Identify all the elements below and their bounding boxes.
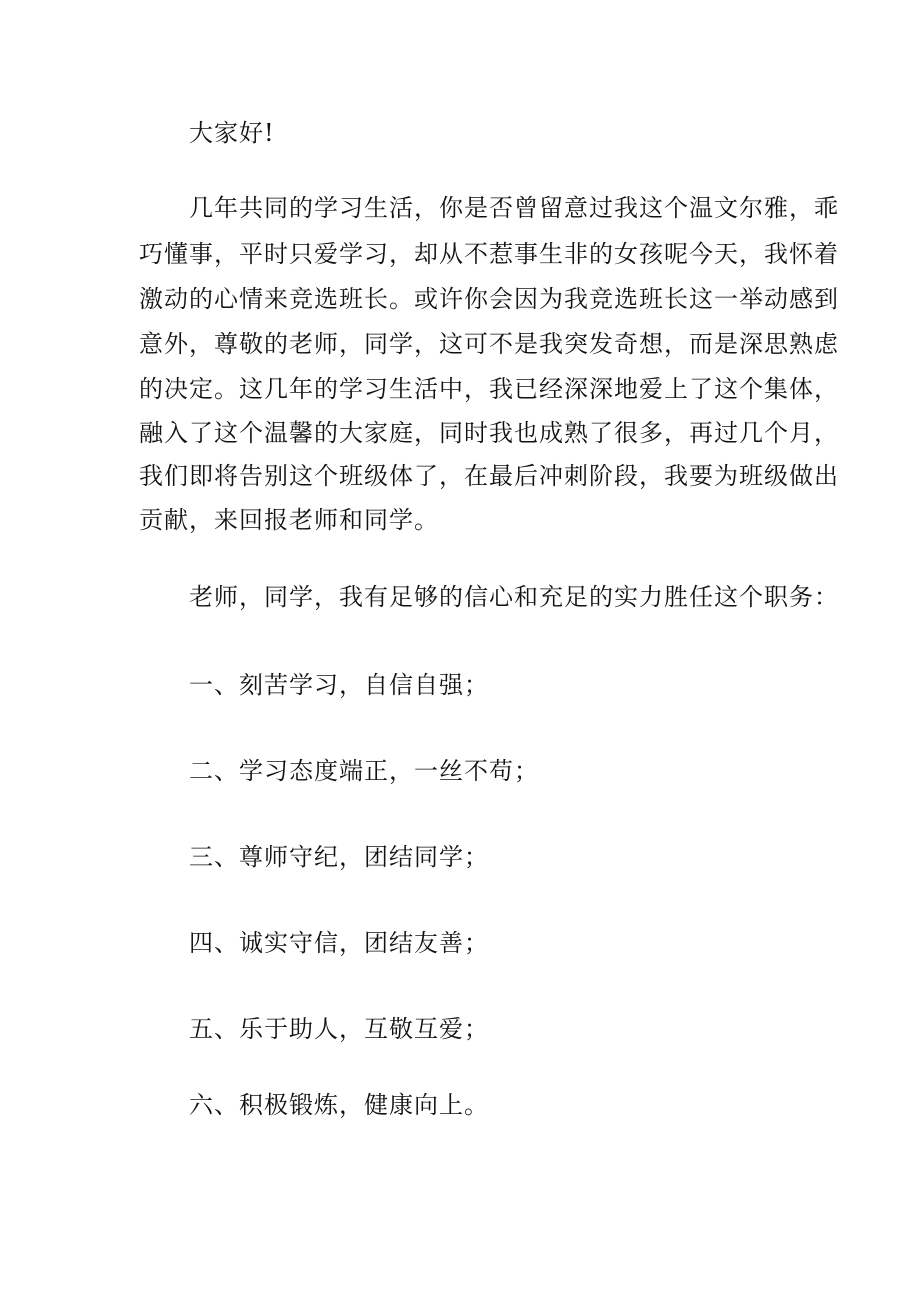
paragraph-1-line-4: 意外，尊敬的老师，同学，这可不是我突发奇想，而是深思熟虑 <box>139 330 839 358</box>
list-item-3: 三、尊师守纪，团结同学； <box>189 843 489 871</box>
paragraph-1-line-1: 几年共同的学习生活，你是否曾留意过我这个温文尔雅，乖 <box>189 194 839 222</box>
list-item-4: 四、诚实守信，团结友善； <box>189 929 489 957</box>
greeting: 大家好! <box>189 119 275 147</box>
list-item-5: 五、乐于助人，互敬互爱； <box>189 1015 489 1043</box>
paragraph-1-line-2: 巧懂事，平时只爱学习，却从不惹事生非的女孩呢今天，我怀着 <box>139 240 839 268</box>
list-item-2: 二、学习态度端正，一丝不苟； <box>189 757 539 785</box>
list-item-6: 六、积极锻炼，健康向上。 <box>189 1091 489 1119</box>
paragraph-1-line-3: 激动的心情来竞选班长。或许你会因为我竞选班长这一举动感到 <box>139 285 839 313</box>
paragraph-2: 老师，同学，我有足够的信心和充足的实力胜任这个职务： <box>189 583 839 611</box>
list-item-1: 一、刻苦学习，自信自强； <box>189 671 489 699</box>
paragraph-1-line-6: 融入了这个温馨的大家庭，同时我也成熟了很多，再过几个月， <box>139 419 839 447</box>
paragraph-1-line-8: 贡献，来回报老师和同学。 <box>139 506 439 534</box>
paragraph-1-line-7: 我们即将告别这个班级体了，在最后冲刺阶段，我要为班级做出 <box>139 462 839 490</box>
paragraph-1-line-5: 的决定。这几年的学习生活中，我已经深深地爱上了这个集体， <box>139 375 839 403</box>
